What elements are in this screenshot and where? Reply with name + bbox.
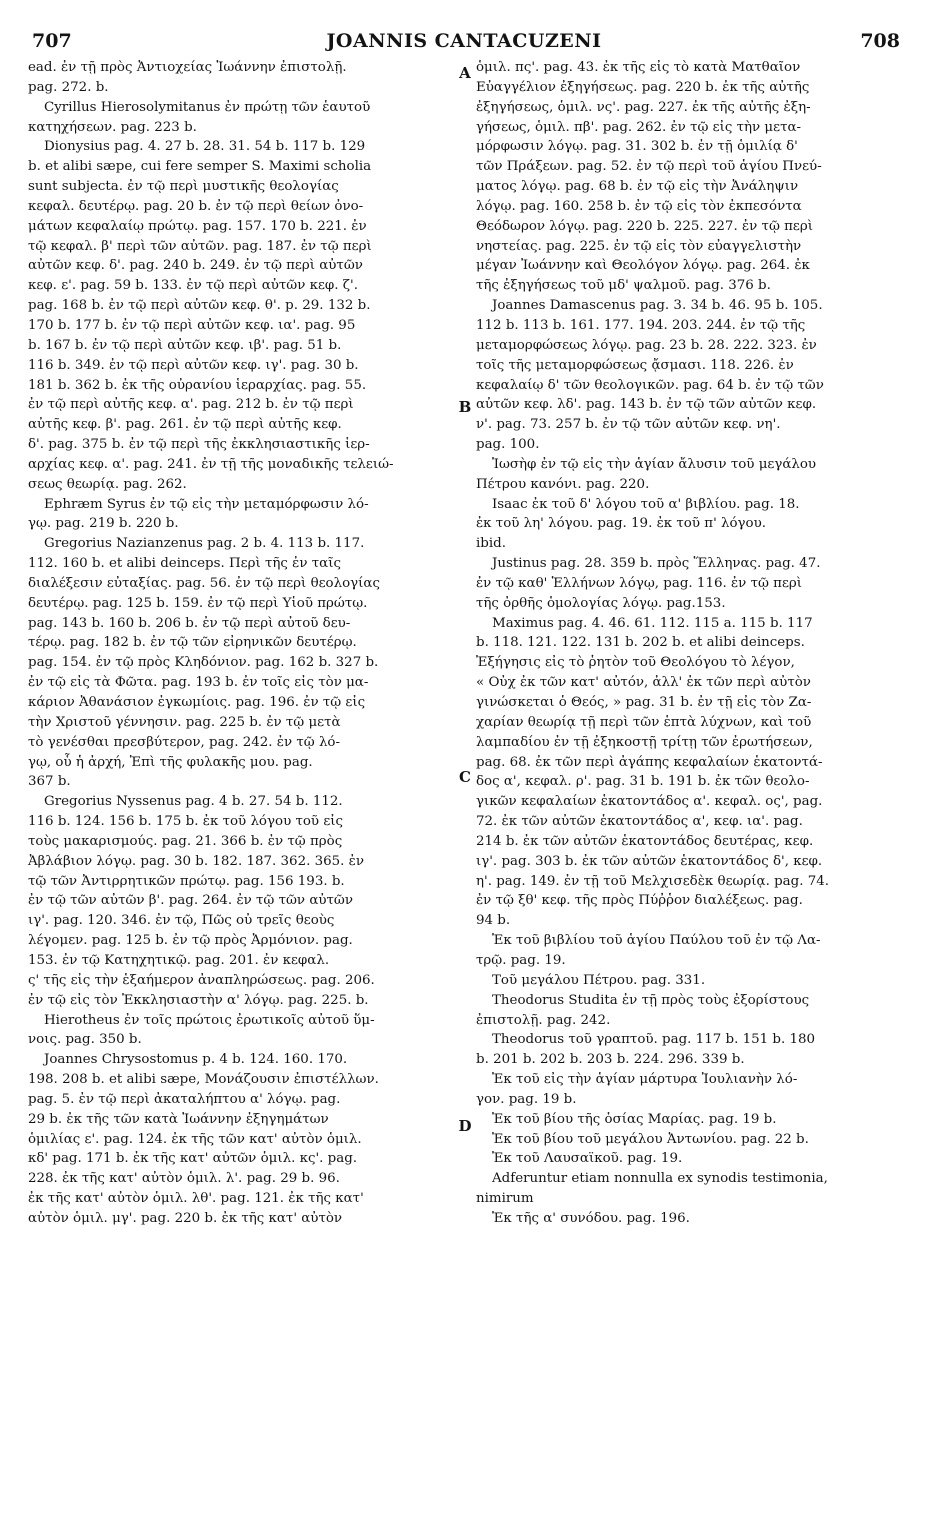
margin-marker-d: D — [458, 1117, 472, 1135]
text-line: Isaac ἐκ τοῦ δ' λόγου τοῦ α' βιβλίου. pag. 18. — [492, 496, 800, 512]
text-line: τρῷ. pag. 19. — [476, 952, 566, 968]
text-line: Ἀβλάβιον λόγῳ. pag. 30 b. 182. 187. 362. 365. ἐν — [28, 853, 365, 869]
text-line: 228. ἐκ τῆς κατ' αὐτὸν ὁμιλ. λ'. pag. 29 b. 96. — [28, 1171, 340, 1187]
text-line: pag. 100. — [476, 437, 540, 453]
text-line: Ἰωσὴφ ἐν τῷ εἰς τὴν ἁγίαν ἄλυσιν τοῦ μεγάλου — [492, 456, 817, 472]
text-line: η'. pag. 149. ἐν τῇ τοῦ Μελχισεδὲκ θεωρίᾳ. pag. 74. — [476, 873, 830, 889]
text-line: Cyrillus Hierosolymitanus ἐν πρώτῃ τῶν ἑαυτοῦ — [44, 99, 371, 115]
text-line: λόγῳ. pag. 160. 258 b. ἐν τῷ εἰς τὸν ἐκπεσόντα — [476, 198, 802, 214]
text-line: τῷ τῶν Ἀντιρρητικῶν πρώτῳ. pag. 156 193. b. — [28, 873, 345, 889]
text-line: Joannes Damascenus pag. 3. 34 b. 46. 95 b. 105. — [492, 298, 823, 314]
text-line: δ'. pag. 375 b. ἐν τῷ περὶ τῆς ἐκκλησιαστικῆς ἱερ- — [28, 437, 370, 453]
text-line: 153. ἐν τῷ Κατηχητικῷ. pag. 201. ἐν κεφαλ. — [28, 952, 330, 968]
text-line: pag. 68. ἐκ τῶν περὶ ἀγάπης κεφαλαίων ἑκατοντά- — [476, 754, 823, 770]
text-line: αὐτῶν κεφ. λδ'. pag. 143 b. ἐν τῷ τῶν αὐτῶν κεφ. — [476, 397, 817, 413]
text-line: 29 b. ἐκ τῆς τῶν κατὰ Ἰωάννην ἐξηγημάτων — [28, 1111, 329, 1127]
text-line: pag. 168 b. ἐν τῷ περὶ αὐτῶν κεφ. θ'. p. 29. 132 b. — [28, 298, 371, 314]
page-header — [28, 30, 900, 54]
text-line: ἐν τῷ περὶ αὐτῆς κεφ. α'. pag. 212 b. ἐν τῷ περὶ — [28, 397, 354, 413]
text-line: γικῶν κεφαλαίων ἑκατοντάδος α'. κεφαλ. ος', pag. — [476, 794, 823, 810]
margin-marker-c: C — [459, 768, 471, 786]
text-line: γήσεως, ὁμιλ. πβ'. pag. 262. ἐν τῷ εἰς τὴν μετα- — [476, 119, 802, 135]
text-line: τῶν Πράξεων. pag. 52. ἐν τῷ περὶ τοῦ ἁγίου Πνεύ- — [476, 159, 822, 175]
text-line: κεφαλαίῳ δ' τῶν θεολογικῶν. pag. 64 b. ἐν τῷ τῶν — [476, 377, 824, 393]
text-line: 112 b. 113 b. 161. 177. 194. 203. 244. ἐν τῷ τῆς — [476, 317, 806, 333]
text-line: κδ' pag. 171 b. ἐκ τῆς κατ' αὐτῶν ὁμιλ. κς'. pag. — [28, 1151, 358, 1167]
text-line: Adferuntur etiam nonnulla ex synodis testimonia, — [492, 1171, 828, 1187]
text-line: ἐν τῷ καθ' Ἑλλήνων λόγῳ, pag. 116. ἐν τῷ περὶ — [476, 575, 803, 591]
text-line: 367 b. — [28, 774, 71, 790]
text-line: Gregorius Nazianzenus pag. 2 b. 4. 113 b. 117. — [44, 536, 365, 552]
text-line: pag. 143 b. 160 b. 206 b. ἐν τῷ περὶ αὐτοῦ δευ- — [28, 615, 351, 631]
text-line: 181 b. 362 b. ἐκ τῆς οὐρανίου ἱεραρχίας. pag. 55. — [28, 377, 367, 393]
text-line: τὸ γενέσθαι πρεσβύτερον, pag. 242. ἐν τῷ λό- — [28, 734, 341, 750]
margin-marker-b: B — [458, 398, 472, 416]
text-line: ν'. pag. 73. 257 b. ἐν τῷ τῶν αὐτῶν κεφ. νη'. — [476, 417, 781, 433]
text-line: ἐν τῷ τῶν αὐτῶν β'. pag. 264. ἐν τῷ τῶν αὐτῶν — [28, 893, 353, 909]
text-line: γῳ. pag. 219 b. 220 b. — [28, 516, 179, 532]
text-line: νοις. pag. 350 b. — [28, 1032, 142, 1048]
text-line: τῆς ἐξηγήσεως τοῦ μδ' ψαλμοῦ. pag. 376 b. — [476, 278, 771, 294]
text-line: γῳ, οὗ ἡ ἀρχή, Ἐπὶ τῆς φυλακῆς μου. pag. — [28, 754, 313, 770]
page-number-left: 707 — [32, 30, 72, 52]
text-line: ead. ἐν τῇ πρὸς Ἀντιοχείας Ἰωάννην ἐπιστολῇ. — [28, 60, 347, 75]
text-line: sunt subjecta. ἐν τῷ περὶ μυστικῆς θεολογίας — [28, 179, 339, 195]
text-line: pag. 154. ἐν τῷ πρὸς Κληδόνιον. pag. 162 b. 327 b. — [28, 655, 379, 671]
text-line: 170 b. 177 b. ἐν τῷ περὶ αὐτῶν κεφ. ια'. pag. 95 — [28, 317, 356, 333]
text-line: ἐξηγήσεως, ὁμιλ. νς'. pag. 227. ἐκ τῆς αὐτῆς ἐξη- — [476, 99, 811, 115]
text-line: δευτέρῳ. pag. 125 b. 159. ἐν τῷ περὶ Υἱοῦ πρώτῳ. — [28, 595, 368, 611]
text-line: μέγαν Ἰωάννην καὶ Θεολόγον λόγῳ. pag. 264. ἐκ — [476, 258, 810, 274]
text-line: ιγ'. pag. 303 b. ἐκ τῶν αὐτῶν ἑκατοντάδος δ', κεφ. — [476, 853, 823, 869]
text-line: Joannes Chrysostomus p. 4 b. 124. 160. 170. — [44, 1052, 348, 1068]
text-line: nimirum — [476, 1191, 534, 1207]
text-line: κάριον Ἀθανάσιον ἐγκωμίοις. pag. 196. ἐν τῷ εἰς — [28, 695, 366, 710]
text-line: Ἐκ τοῦ Λαυσαϊκοῦ. pag. 19. — [492, 1151, 683, 1167]
text-line: ἐπιστολῇ. pag. 242. — [476, 1012, 611, 1028]
text-line: 116 b. 349. ἐν τῷ περὶ αὐτῶν κεφ. ιγ'. pag. 30 b. — [28, 357, 359, 373]
text-line: λαμπαδίου ἐν τῇ ἐξηκοστῇ τρίτῃ τῶν ἐρωτήσεων, — [476, 734, 813, 750]
text-line: Ἐκ τοῦ βίου τῆς ὁσίας Μαρίας. pag. 19 b. — [492, 1111, 777, 1127]
text-line: ἐν τῷ εἰς τὰ Φῶτα. pag. 193 b. ἐν τοῖς εἰς τὸν μα- — [28, 675, 369, 691]
text-line: « Οὐχ ἐκ τῶν κατ' αὐτόν, ἀλλ' ἐκ τῶν περὶ αὐτὸν — [476, 675, 811, 691]
text-line: τῷ κεφαλ. β' περὶ τῶν αὐτῶν. pag. 187. ἐν τῷ περὶ — [28, 238, 372, 254]
text-line: αὐτὸν ὁμιλ. μγ'. pag. 220 b. ἐκ τῆς κατ' αὐτὸν — [28, 1210, 343, 1226]
text-line: pag. 5. ἐν τῷ περὶ ἀκαταλήπτου α' λόγῳ. pag. — [28, 1091, 341, 1107]
text-line: γον. pag. 19 b. — [476, 1091, 577, 1107]
text-line: Theodorus Studita ἐν τῇ πρὸς τοὺς ἐξορίστους — [492, 992, 810, 1008]
text-line: λέγομεν. pag. 125 b. ἐν τῷ πρὸς Ἀρμόνιον. pag. — [28, 933, 353, 949]
text-line: ἐν τῷ ξθ' κεφ. τῆς πρὸς Πύῤῥον διαλέξεως. pag. — [476, 893, 803, 909]
text-line: Θεόδωρον λόγῳ. pag. 220 b. 225. 227. ἐν τῷ περὶ — [476, 218, 813, 234]
text-line: τοῖς τῆς μεταμορφώσεως ᾄσμασι. 118. 226. ἐν — [476, 357, 794, 373]
text-line: 72. ἐκ τῶν αὐτῶν ἑκατοντάδος α', κεφ. ια'. pag. — [476, 814, 803, 830]
text-line: αὐτῆς κεφ. β'. pag. 261. ἐν τῷ περὶ αὐτῆς κεφ. — [28, 417, 342, 433]
text-line: ὁμιλίας ε'. pag. 124. ἐκ τῆς τῶν κατ' αὐτὸν ὁμιλ. — [28, 1131, 362, 1147]
left-column — [28, 58, 452, 1229]
text-line: τέρῳ. pag. 182 b. ἐν τῷ τῶν εἰρηνικῶν δευτέρῳ. — [28, 635, 357, 651]
text-line: 116 b. 124. 156 b. 175 b. ἐκ τοῦ λόγου τοῦ εἰς — [28, 814, 344, 830]
text-line: ιγ'. pag. 120. 346. ἐν τῷ, Πῶς οὐ τρεῖς θεοὺς — [28, 913, 335, 929]
text-line: Τοῦ μεγάλου Πέτρου. pag. 331. — [492, 972, 706, 988]
text-line: ς' τῆς εἰς τὴν ἑξαήμερον ἀναπληρώσεως. pag. 206. — [28, 972, 375, 988]
page-number-right: 708 — [860, 30, 900, 52]
text-line: κεφ. ε'. pag. 59 b. 133. ἐν τῷ περὶ αὐτῶν κεφ. ζ'. — [28, 278, 358, 294]
text-line: μάτων κεφαλαίῳ πρώτῳ. pag. 157. 170 b. 221. ἐν — [28, 218, 367, 234]
text-line: κεφαλ. δευτέρῳ. pag. 20 b. ἐν τῷ περὶ θείων ὀνο- — [28, 198, 364, 214]
text-line: ἐκ τοῦ λη' λόγου. pag. 19. ἐκ τοῦ π' λόγου. — [476, 516, 767, 532]
text-line: ἐν τῷ εἰς τὸν Ἐκκλησιαστὴν α' λόγῳ. pag. 225. b. — [28, 992, 369, 1008]
text-line: Dionysius pag. 4. 27 b. 28. 31. 54 b. 117 b. 129 — [44, 139, 366, 155]
text-line: Hierotheus ἐν τοῖς πρώτοις ἐρωτικοῖς αὐτοῦ ὕμ- — [44, 1012, 375, 1028]
text-line: b. et alibi sæpe, cui fere semper S. Maximi scholia — [28, 159, 372, 175]
text-line: αὐτῶν κεφ. δ'. pag. 240 b. 249. ἐν τῷ περὶ αὐτῶν — [28, 258, 363, 274]
text-line: κατηχήσεων. pag. 223 b. — [28, 119, 197, 135]
text-line: Πέτρου κανόνι. pag. 220. — [476, 476, 650, 492]
text-line: Ἐκ τῆς α' συνόδου. pag. 196. — [492, 1210, 690, 1226]
text-line: Ἐξήγησις εἰς τὸ ῥητὸν τοῦ Θεολόγου τὸ λέγον, — [476, 655, 795, 671]
text-line: νηστείας. pag. 225. ἐν τῷ εἰς τὸν εὐαγγελιστὴν — [476, 238, 802, 254]
text-line: Justinus pag. 28. 359 b. πρὸς Ἕλληνας. pag. 47. — [492, 556, 821, 572]
text-line: b. 201 b. 202 b. 203 b. 224. 296. 339 b. — [476, 1052, 745, 1068]
text-line: 214 b. ἐκ τῶν αὐτῶν ἑκατοντάδος δευτέρας, κεφ. — [476, 833, 814, 849]
right-column — [476, 58, 900, 1229]
text-line: Εὐαγγέλιον ἐξηγήσεως. pag. 220 b. ἐκ τῆς αὐτῆς — [476, 79, 810, 95]
text-line: διαλέξεσιν εὐταξίας. pag. 56. ἐν τῷ περὶ θεολογίας — [28, 575, 380, 591]
text-line: μόρφωσιν λόγῳ. pag. 31. 302 b. ἐν τῇ ὁμιλίᾳ δ' — [476, 139, 798, 155]
text-line: δος α', κεφαλ. ρ'. pag. 31 b. 191 b. ἐκ τῶν θεολο- — [476, 774, 810, 790]
text-line: b. 167 b. ἐν τῷ περὶ αὐτῶν κεφ. ιβ'. pag. 51 b. — [28, 337, 342, 353]
text-line: τῆς ὀρθῆς ὁμολογίας λόγῳ. pag.153. — [476, 595, 726, 611]
text-line: 94 b. — [476, 913, 511, 929]
text-line: ibid. — [476, 536, 506, 552]
text-line: αρχίας κεφ. α'. pag. 241. ἐν τῇ τῆς μοναδικῆς τελειώ- — [28, 456, 394, 472]
text-line: τοὺς μακαρισμούς. pag. 21. 366 b. ἐν τῷ πρὸς — [28, 833, 343, 849]
running-title: JOANNIS CANTACUZENI — [326, 30, 602, 52]
text-line: Ἐκ τοῦ βίου τοῦ μεγάλου Ἀντωνίου. pag. 22 b. — [492, 1131, 809, 1147]
text-line: b. 118. 121. 122. 131 b. 202 b. et alibi deinceps. — [476, 635, 805, 651]
text-line: ὁμιλ. πς'. pag. 43. ἐκ τῆς εἰς τὸ κατὰ Ματθαῖον — [476, 60, 801, 75]
text-line: pag. 272. b. — [28, 79, 109, 95]
text-line: Ἐκ τοῦ βιβλίου τοῦ ἁγίου Παύλου τοῦ ἐν τῷ Λα- — [492, 933, 821, 949]
text-line: χαρίαν θεωρίᾳ τῇ περὶ τῶν ἑπτὰ λύχνων, καὶ τοῦ — [476, 714, 812, 730]
text-line: Ἐκ τοῦ εἰς τὴν ἁγίαν μάρτυρα Ἰουλιανὴν λό- — [492, 1072, 798, 1088]
text-line: Ephræm Syrus ἐν τῷ εἰς τὴν μεταμόρφωσιν λό- — [44, 496, 369, 512]
text-line: Theodorus τοῦ γραπτοῦ. pag. 117 b. 151 b. 180 — [492, 1032, 816, 1048]
text-line: 112. 160 b. et alibi deinceps. Περὶ τῆς ἐν ταῖς — [28, 556, 341, 572]
text-line: ἐκ τῆς κατ' αὐτὸν ὁμιλ. λθ'. pag. 121. ἐκ τῆς κατ' — [28, 1191, 364, 1207]
text-line: Maximus pag. 4. 46. 61. 112. 115 a. 115 b. 117 — [492, 615, 813, 631]
text-line: τὴν Χριστοῦ γέννησιν. pag. 225 b. ἐν τῷ μετὰ — [28, 714, 341, 730]
text-line: 198. 208 b. et alibi sæpe, Μονάζουσιν ἐπιστέλλων. — [28, 1072, 379, 1088]
margin-marker-a: A — [459, 64, 471, 82]
text-line: Gregorius Nyssenus pag. 4 b. 27. 54 b. 112. — [44, 794, 343, 810]
text-line: γινώσκεται ὁ Θεός, » pag. 31 b. ἐν τῇ εἰς τὸν Ζα- — [476, 695, 812, 710]
text-line: ματος λόγῳ. pag. 68 b. ἐν τῷ εἰς τὴν Ἀνάληψιν — [476, 179, 799, 195]
text-line: μεταμορφώσεως λόγῳ. pag. 23 b. 28. 222. 323. ἐν — [476, 337, 817, 353]
text-line: σεως θεωρίᾳ. pag. 262. — [28, 476, 187, 492]
